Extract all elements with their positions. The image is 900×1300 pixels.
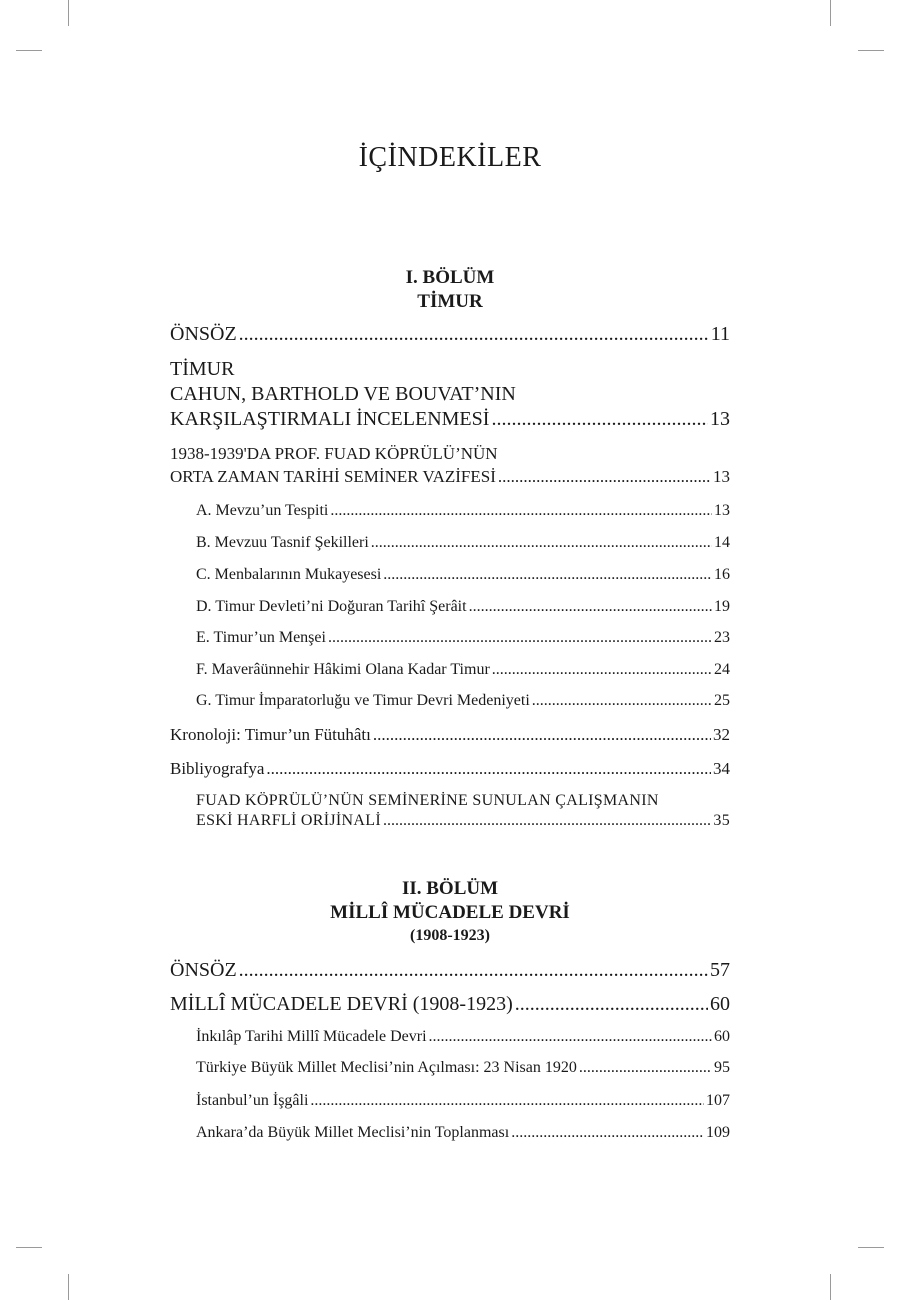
toc-page-number: 35	[713, 812, 730, 829]
toc-subentry[interactable]	[196, 500, 730, 522]
dot-leader	[328, 627, 712, 649]
part-1-number: I. BÖLÜM	[405, 267, 495, 288]
toc-entry-title: D. Timur Devleti’ni Doğuran Tarihî Şerâit	[196, 598, 467, 615]
dot-leader	[373, 723, 711, 746]
dot-leader	[239, 322, 709, 347]
toc-page-number: 107	[706, 1092, 730, 1109]
crop-mark	[16, 1247, 42, 1248]
toc-page-number: 57	[710, 959, 730, 981]
dot-leader	[239, 958, 708, 983]
toc-page-number: 13	[713, 467, 730, 486]
dot-leader	[330, 500, 712, 522]
part-2-years: (1908-1923)	[410, 927, 490, 944]
toc-subentry[interactable]	[196, 532, 730, 554]
toc-subentry[interactable]	[196, 1090, 730, 1112]
crop-mark	[858, 50, 884, 51]
toc-entry-title: Bibliyografya	[170, 759, 265, 778]
toc-page-number: 95	[714, 1059, 730, 1076]
toc-entry[interactable]	[170, 757, 730, 780]
dot-leader	[579, 1057, 712, 1079]
dot-leader	[383, 564, 712, 586]
toc-subentry[interactable]	[196, 659, 730, 681]
toc-entry[interactable]	[170, 442, 730, 488]
dot-leader	[515, 992, 708, 1017]
dot-leader	[491, 407, 708, 432]
toc-entry-title: B. Mevzuu Tasnif Şekilleri	[196, 534, 369, 551]
crop-mark	[68, 0, 69, 26]
toc-entry-title: ÖNSÖZ	[170, 959, 237, 981]
toc-page-number: 16	[714, 566, 730, 583]
toc-entry-title: Kronoloji: Timur’un Fütuhâtı	[170, 725, 371, 744]
dot-leader	[383, 811, 711, 831]
part-2-title: MİLLÎ MÜCADELE DEVRİ	[330, 902, 570, 923]
toc-page-number: 60	[710, 993, 730, 1015]
toc-entry-title: İstanbul’un İşgâli	[196, 1092, 309, 1109]
dot-leader	[492, 659, 712, 681]
crop-mark	[16, 50, 42, 51]
toc-page-number: 32	[713, 725, 730, 744]
toc-subentry[interactable]	[196, 1057, 730, 1079]
crop-mark	[68, 1274, 69, 1300]
toc-entry-title: Ankara’da Büyük Millet Meclisi’nin Toplanması	[196, 1124, 510, 1141]
toc-entry[interactable]	[170, 357, 730, 432]
toc-entry-title: G. Timur İmparatorluğu ve Timur Devri Medeniyeti	[196, 692, 530, 709]
toc-entry-title: C. Menbalarının Mukayesesi	[196, 566, 382, 583]
crop-mark	[858, 1247, 884, 1248]
toc-entry-title: ESKİ HARFLİ ORİJİNALİ	[196, 812, 381, 829]
dot-leader	[532, 690, 712, 712]
dot-leader	[469, 596, 712, 618]
toc-entry[interactable]	[170, 322, 730, 347]
toc-page-number: 60	[714, 1028, 730, 1045]
part-2-number: II. BÖLÜM	[401, 878, 499, 899]
toc-page-number: 11	[710, 323, 730, 345]
page-title: İÇİNDEKİLER	[358, 142, 542, 173]
toc-entry-title: ORTA ZAMAN TARİHİ SEMİNER VAZİFESİ	[170, 467, 496, 486]
toc-entry-title: FUAD KÖPRÜLÜ’NÜN SEMİNERİNE SUNULAN ÇALIŞMANIN	[196, 792, 659, 809]
toc-entry-title: F. Maverâünnehir Hâkimi Olana Kadar Timur	[196, 661, 490, 678]
dot-leader	[511, 1122, 704, 1144]
toc-page-number: 109	[706, 1124, 730, 1141]
toc-page-number: 19	[714, 598, 730, 615]
toc-subentry[interactable]	[196, 627, 730, 649]
toc-page-number: 24	[714, 661, 730, 678]
toc-subentry[interactable]	[196, 690, 730, 712]
toc-entry-title: MİLLÎ MÜCADELE DEVRİ (1908-1923)	[170, 993, 513, 1015]
toc-page-number: 34	[713, 759, 730, 778]
toc-entry-title: E. Timur’un Menşei	[196, 629, 326, 646]
part-1-title: TİMUR	[417, 291, 483, 312]
toc-entry[interactable]	[170, 958, 730, 983]
toc-subentry[interactable]	[196, 1026, 730, 1048]
dot-leader	[266, 757, 711, 780]
crop-mark	[830, 0, 831, 26]
toc-page-number: 25	[714, 692, 730, 709]
toc-entry[interactable]	[170, 992, 730, 1017]
part-2-heading	[0, 877, 900, 947]
toc-entry-title: İnkılâp Tarihi Millî Mücadele Devri	[196, 1028, 427, 1045]
part-1-heading	[0, 266, 900, 314]
dot-leader	[498, 465, 711, 488]
toc-entry-title: Türkiye Büyük Millet Meclisi’nin Açılması: 23 Nisan 1920	[196, 1059, 577, 1076]
toc-entry[interactable]	[170, 723, 730, 746]
toc-entry-title: ÖNSÖZ	[170, 323, 237, 345]
toc-page-number: 13	[710, 408, 730, 430]
toc-subentry[interactable]	[196, 791, 730, 831]
toc-entry-title: 1938-1939'DA PROF. FUAD KÖPRÜLÜ’NÜN	[170, 444, 498, 463]
toc-entry-title: TİMUR	[170, 358, 235, 380]
toc-subentry[interactable]	[196, 1122, 730, 1144]
dot-leader	[371, 532, 712, 554]
toc-subentry[interactable]	[196, 564, 730, 586]
dot-leader	[429, 1026, 712, 1048]
toc-page-number: 14	[714, 534, 730, 551]
toc-entry-title: KARŞILAŞTIRMALI İNCELENMESİ	[170, 408, 490, 430]
toc-entry-title: A. Mevzu’un Tespiti	[196, 502, 329, 519]
toc-entry-title: CAHUN, BARTHOLD VE BOUVAT’NIN	[170, 383, 516, 405]
toc-page-number: 23	[714, 629, 730, 646]
toc-subentry[interactable]	[196, 596, 730, 618]
dot-leader	[310, 1090, 704, 1112]
toc-page-number: 13	[714, 502, 730, 519]
crop-mark	[830, 1274, 831, 1300]
